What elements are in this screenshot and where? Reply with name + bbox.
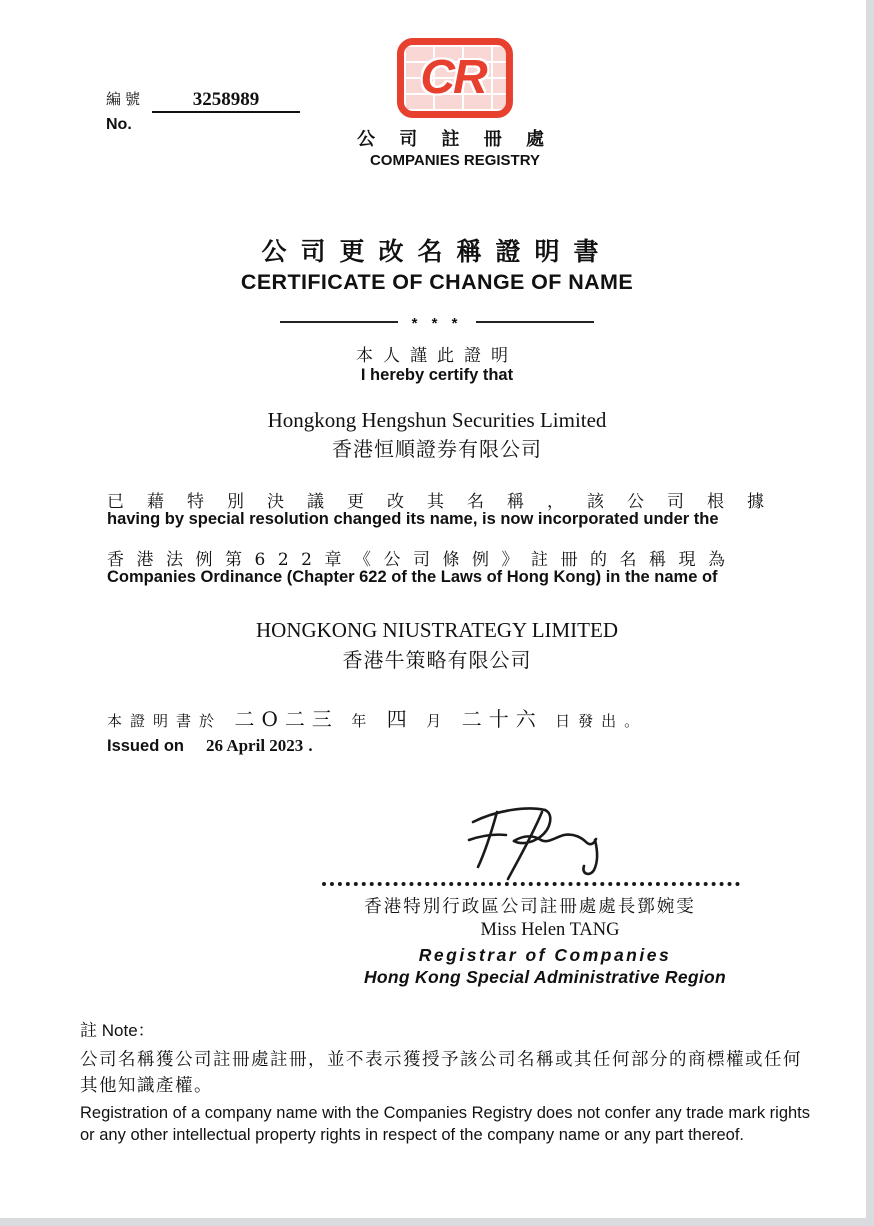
certificate-number-value: 3258989 xyxy=(192,89,260,110)
issue-year-zh: 二O二三 xyxy=(234,707,339,731)
note-label-en: Note： xyxy=(101,1021,155,1040)
issue-date-line-en xyxy=(107,736,313,756)
new-company-name-zh: 香港牛策略有限公司 xyxy=(342,648,532,672)
number-underline xyxy=(152,89,300,113)
stars-separator xyxy=(0,312,874,332)
registry-name-en: COMPANIES REGISTRY xyxy=(369,152,541,169)
companies-registry-logo xyxy=(357,38,553,169)
issue-day-zh: 二十六 xyxy=(461,707,543,731)
issued-on-period: . xyxy=(308,736,313,755)
former-company-name-zh: 香港恒順證券有限公司 xyxy=(332,437,542,461)
issue-month-zh: 四 xyxy=(386,707,414,731)
issue-month-unit-zh: 月 xyxy=(426,712,450,730)
note-label-zh: 註 xyxy=(80,1021,97,1041)
separator-line-right xyxy=(476,321,594,323)
certificate-title-en: CERTIFICATE OF CHANGE OF NAME xyxy=(240,270,634,294)
certificate-number-block xyxy=(106,88,300,134)
certificate-title-zh: 公司更改名稱證明書 xyxy=(261,237,613,266)
clause2-en: Companies Ordinance (Chapter 622 of the Laws of Hong Kong) in the name of xyxy=(107,568,718,586)
note-text-en: Registration of a company name with the Companies Registry does not confer any trade mark rights or any other intellectual property rights in respect of the company name or any part thereof. xyxy=(80,1103,811,1145)
note-section xyxy=(80,1016,816,1147)
cr-logo-icon xyxy=(397,38,513,118)
registry-name-zh: 公 司 註 冊 處 xyxy=(356,129,554,150)
separator-stars: * * * xyxy=(411,315,463,332)
issued-on-label: Issued on xyxy=(107,737,185,755)
issued-on-date: 26 April 2023 xyxy=(206,736,304,755)
note-label xyxy=(80,1016,816,1041)
issue-date-line-zh xyxy=(107,703,647,732)
clause1-zh: 已藉特別決議更改其名稱，該公司根據 xyxy=(107,492,787,512)
new-company-name-en: HONGKONG NIUSTRATEGY LIMITED xyxy=(255,618,618,642)
note-text-zh: 公司名稱獲公司註冊處註冊，並不表示獲授予該公司名稱或其任何部分的商標權或任何其他知識產權。 xyxy=(80,1050,802,1097)
certify-line-zh: 本人謹此證明 xyxy=(356,346,518,366)
number-label-zh: 編號 xyxy=(106,90,145,108)
issue-prefix-zh: 本證明書於 xyxy=(107,712,223,730)
issue-suffix-zh: 日發出。 xyxy=(555,712,648,730)
registrar-name-en: Miss Helen TANG xyxy=(480,920,620,940)
registrar-region-en: Hong Kong Special Administrative Region xyxy=(363,967,727,987)
cr-monogram: CR xyxy=(420,51,486,104)
separator-line-left xyxy=(280,321,398,323)
registrar-title-zh: 香港特別行政區公司註冊處處長鄧婉雯 xyxy=(364,897,696,917)
signature-dotted-line xyxy=(322,872,740,886)
former-company-name-en: Hongkong Hengshun Securities Limited xyxy=(267,408,607,432)
clause1-en: having by special resolution changed its name, is now incorporated under the xyxy=(107,510,719,528)
clause2-zh: 香港法例第622章《公司條例》註冊的名稱現為 xyxy=(107,550,738,570)
registrar-role-en: Registrar of Companies xyxy=(418,945,672,965)
issue-year-unit-zh: 年 xyxy=(351,712,375,730)
number-label-en: No. xyxy=(106,116,132,133)
certify-line-en: I hereby certify that xyxy=(360,366,514,384)
